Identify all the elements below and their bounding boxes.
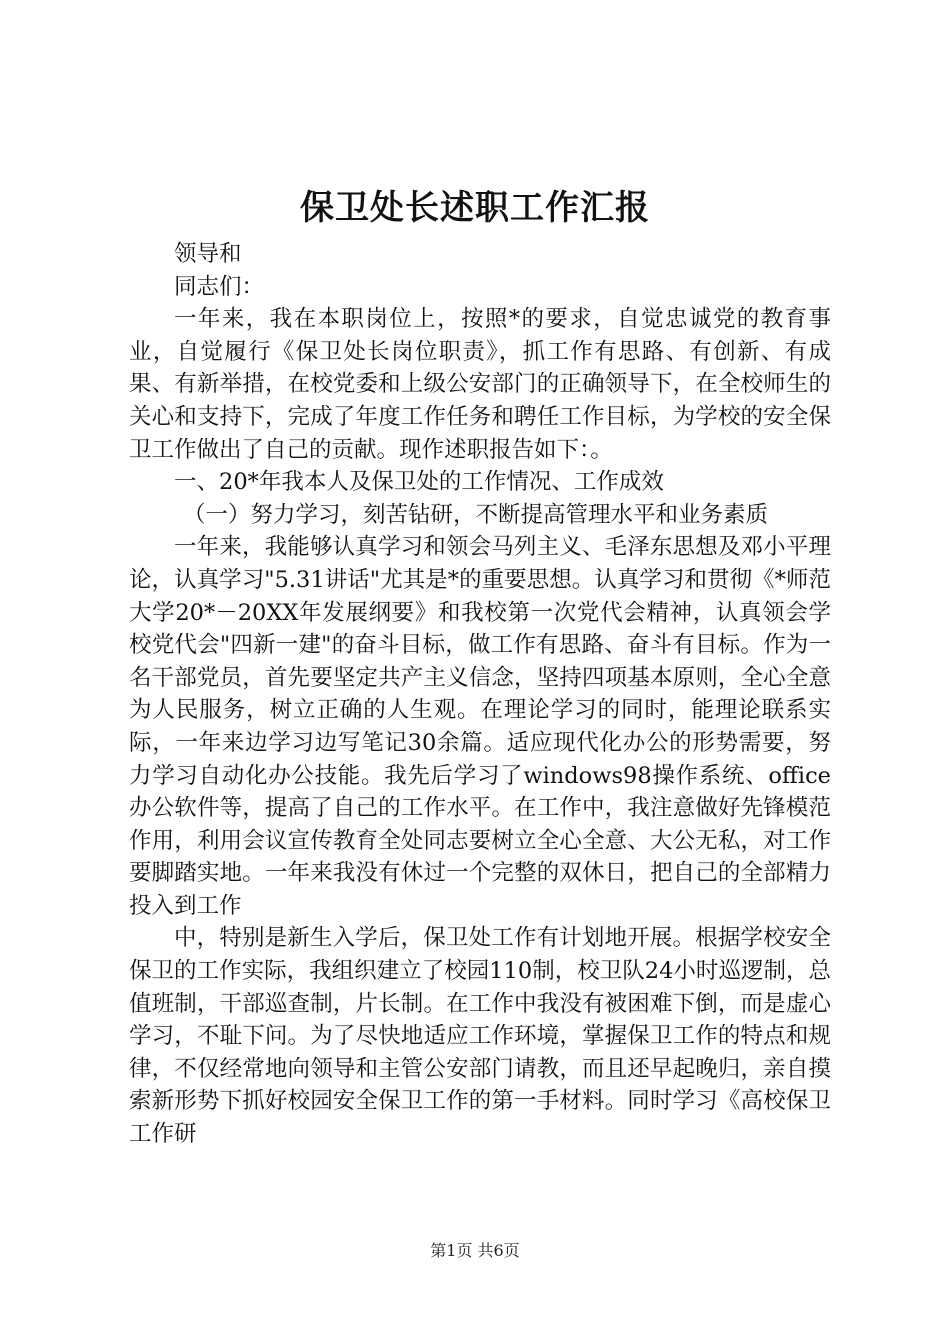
paragraph-intro: 一年来，我在本职岗位上，按照*的要求，自觉忠诚党的教育事业，自觉履行《保卫处长岗位职责》，抓工作有思路、有创新、有成果、有新举措，在校党委和上级公安部门的正确领导下，在全校师生的关心和支持下，完成了年度工作任务和聘任工作目标，为学校的安全保卫工作做出了自己的贡献。现作述职报告如下：。 — [129, 306, 831, 463]
subsection-heading: （一）努力学习，刻苦钻研，不断提高管理水平和业务素质 — [183, 501, 769, 528]
paragraph-study: 一年来，我能够认真学习和领会马列主义、毛泽东思想及邓小平理论，认真学习"5.31讲话"尤其是*的重要思想。认真学习和贯彻《*师范大学20*－20XX年发展纲要》和我校第一次党代会精神，认真领会学校党代会"四新一建"的奋斗目标，做工作有思路、奋斗有目标。作为一名干部党员，首先要坚定共产主义信念，坚持四项基本原则，全心全意为人民服务，树立正确的人生观。在理论学习的同时，能理论联系实际，一年来边学习边写笔记30余篇。适应现代化办公的形势需要，努力学习自动化办公技能。我先后学习了windows98操作系统、office办公软件等，提高了自己的工作水平。在工作中，我注意做好先锋模范作用，利用会议宣传教育全处同志要树立全心全意、大公无私，对工作要脚踏实地。一年来我没有休过一个完整的双休日，把自己的全部精力投入到工作 — [129, 534, 831, 919]
paragraph-work: 中，特别是新生入学后，保卫处工作有计划地开展。根据学校安全保卫的工作实际，我组织建立了校园110制，校卫队24小时巡逻制，总值班制，干部巡查制，片长制。在工作中我没有被困难下倒，而是虚心学习，不耻下问。为了尽快地适应工作环境，掌握保卫工作的特点和规律，不仅经常地向领导和主管公安部门请教，而且还早起晚归，亲自摸索新形势下抓好校园安全保卫工作的第一手材料。同时学习《高校保卫工作研 — [129, 925, 831, 1148]
document-title: 保卫处长述职工作汇报 — [300, 188, 650, 228]
salutation-line-2: 同志们： — [174, 273, 265, 300]
document-body — [129, 238, 831, 1151]
section-heading: 一、20*年我本人及保卫处的工作情况、工作成效 — [174, 469, 664, 496]
page-footer: 第1页 共6页 — [430, 1241, 520, 1260]
salutation-line-1: 领导和 — [174, 241, 242, 267]
